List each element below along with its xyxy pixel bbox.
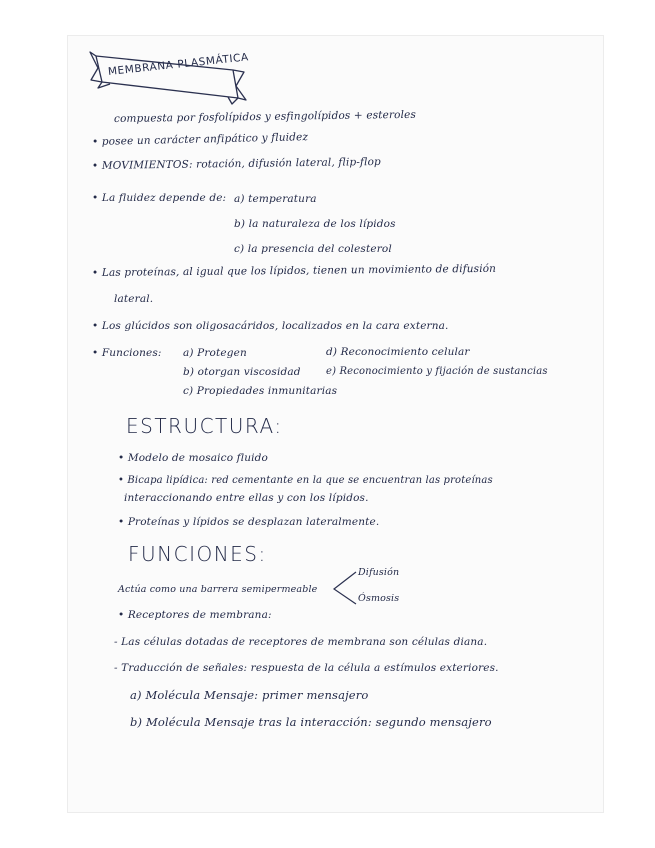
section-heading-funciones: FUNCIONES: (128, 542, 267, 566)
barrera-line: Actúa como una barrera semipermeable (118, 584, 318, 595)
estructura-line: • Bicapa lipídica: red cementante en la que se encuentran las proteínas (118, 475, 493, 486)
intro-line: • MOVIMIENTOS: rotación, difusión lateral, flip-flop (91, 155, 381, 172)
fluidez-item: b) la naturaleza de los lípidos (234, 218, 396, 230)
funciones-dash-line: - Las células dotadas de receptores de membrana son células diana. (114, 636, 488, 648)
estructura-line: • Proteínas y lípidos se desplazan lateralmente. (118, 516, 380, 528)
branch-label: Ósmosis (358, 593, 400, 604)
funciones-item: e) Reconocimiento y fijación de sustancias (326, 366, 548, 377)
intro-line: • posee un carácter anfipático y fluidez (91, 131, 309, 148)
estructura-line: • Modelo de mosaico fluido (118, 452, 268, 464)
funciones-item: a) Protegen (183, 347, 247, 359)
funciones-item: b) otorgan viscosidad (183, 366, 301, 378)
mensajero-line: b) Molécula Mensaje tras la interacción: segundo mensajero (130, 715, 492, 729)
funciones-dash-line: - Traducción de señales: respuesta de la célula a estímulos exteriores. (114, 662, 499, 674)
proteinas-line: • Las proteínas, al igual que los lípidos, tienen un movimiento de difusión (91, 262, 497, 279)
glucidos-line: • Los glúcidos son oligosacáridos, localizados en la cara externa. (92, 320, 449, 332)
intro-line: compuesta por fosfolípidos y esfingolípidos + esteroles (113, 108, 417, 125)
page-title: MEMBRANA PLASMÁTICA (107, 51, 250, 78)
fluidez-item: c) la presencia del colesterol (234, 243, 392, 255)
branch-label: Difusión (358, 567, 400, 578)
fluidez-item: a) temperatura (234, 193, 317, 205)
section-heading-estructura: ESTRUCTURA: (126, 414, 283, 438)
proteinas-line: lateral. (114, 293, 154, 305)
mensajero-line: a) Molécula Mensaje: primer mensajero (130, 688, 369, 702)
bracket-icon (330, 570, 360, 606)
fluidez-lead: • La fluidez depende de: (92, 192, 227, 204)
funciones-lead: • Funciones: (92, 347, 162, 359)
receptores-line: • Receptores de membrana: (118, 609, 272, 621)
funciones-item: c) Propiedades inmunitarias (183, 385, 338, 397)
estructura-line: interaccionando entre ellas y con los lípidos. (124, 492, 369, 504)
funciones-item: d) Reconocimiento celular (326, 346, 470, 358)
